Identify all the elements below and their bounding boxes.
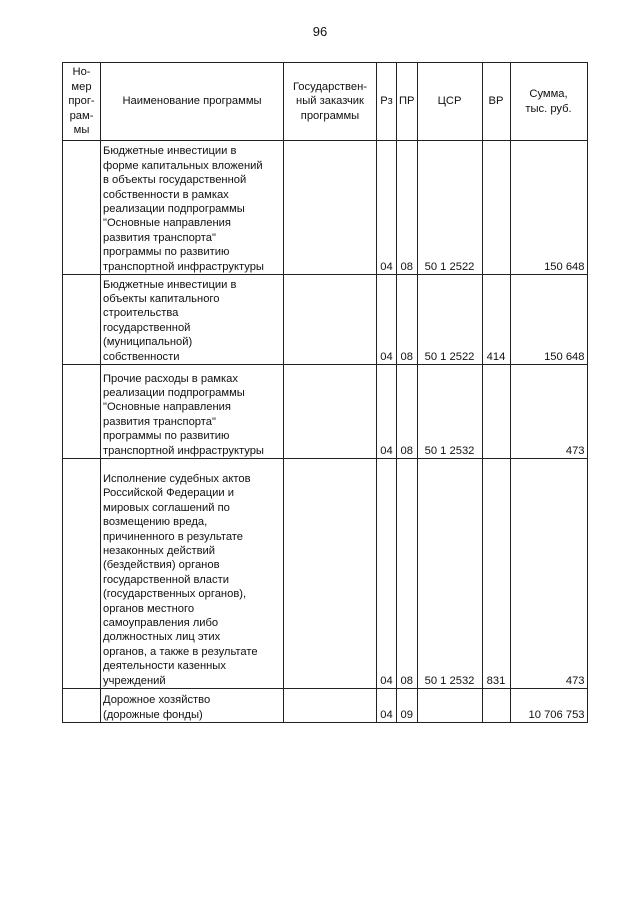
header-program-name: Наименование программы <box>101 63 284 141</box>
cell-number <box>63 459 101 689</box>
cell-sum: 473 <box>510 365 587 459</box>
cell-program-name: Дорожное хозяйство (дорожные фонды) <box>101 689 284 723</box>
cell-csr <box>417 689 482 723</box>
cell-csr: 50 1 2522 <box>417 275 482 365</box>
cell-program-name: Бюджетные инвестиции в форме капитальных вложений в объекты государственной собственности в рамках реализации подпрограммы "Основные направления развития транспорта" программы по развитию транспортной инфраструктуры <box>101 141 284 275</box>
cell-program-name: Исполнение судебных актов Российской Федерации и мировых соглашений по возмещению вреда, причиненного в результате незаконных действий (бездействия) органов государственной власти (государственных органов), органов местного самоуправления либо должностных лиц этих органов, а также в результате деятельности казенных учреждений <box>101 459 284 689</box>
cell-pr: 08 <box>397 365 418 459</box>
cell-rz: 04 <box>377 275 397 365</box>
cell-customer <box>284 141 377 275</box>
budget-table <box>62 62 588 723</box>
cell-vr: 831 <box>482 459 510 689</box>
table-row <box>63 459 588 689</box>
table-row <box>63 365 588 459</box>
page-number: 96 <box>312 24 328 39</box>
cell-pr: 08 <box>397 459 418 689</box>
cell-customer <box>284 459 377 689</box>
header-program-number: Но- мер прог- рам- мы <box>63 63 101 141</box>
cell-vr <box>482 365 510 459</box>
cell-customer <box>284 689 377 723</box>
cell-number <box>63 141 101 275</box>
cell-rz: 04 <box>377 365 397 459</box>
table-row <box>63 275 588 365</box>
cell-vr <box>482 141 510 275</box>
cell-pr: 09 <box>397 689 418 723</box>
table-row <box>63 689 588 723</box>
cell-rz: 04 <box>377 141 397 275</box>
header-pr: ПР <box>397 63 418 141</box>
cell-csr: 50 1 2532 <box>417 365 482 459</box>
cell-rz: 04 <box>377 459 397 689</box>
cell-csr: 50 1 2532 <box>417 459 482 689</box>
cell-program-name: Бюджетные инвестиции в объекты капитального строительства государственной (муниципальной) собственности <box>101 275 284 365</box>
cell-sum: 473 <box>510 459 587 689</box>
cell-rz: 04 <box>377 689 397 723</box>
cell-customer <box>284 365 377 459</box>
header-customer: Государствен- ный заказчик программы <box>284 63 377 141</box>
cell-vr <box>482 689 510 723</box>
header-sum: Сумма, тыс. руб. <box>510 63 587 141</box>
header-csr: ЦСР <box>417 63 482 141</box>
header-vr: ВР <box>482 63 510 141</box>
cell-sum: 150 648 <box>510 141 587 275</box>
cell-pr: 08 <box>397 275 418 365</box>
table-row <box>63 141 588 275</box>
cell-sum: 150 648 <box>510 275 587 365</box>
cell-number <box>63 689 101 723</box>
cell-program-name: Прочие расходы в рамках реализации подпрограммы "Основные направления развития транспорта" программы по развитию транспортной инфраструктуры <box>101 365 284 459</box>
cell-vr: 414 <box>482 275 510 365</box>
cell-number <box>63 365 101 459</box>
cell-sum: 10 706 753 <box>510 689 587 723</box>
cell-csr: 50 1 2522 <box>417 141 482 275</box>
header-row <box>63 63 588 141</box>
cell-customer <box>284 275 377 365</box>
cell-pr: 08 <box>397 141 418 275</box>
cell-number <box>63 275 101 365</box>
header-rz: Рз <box>377 63 397 141</box>
